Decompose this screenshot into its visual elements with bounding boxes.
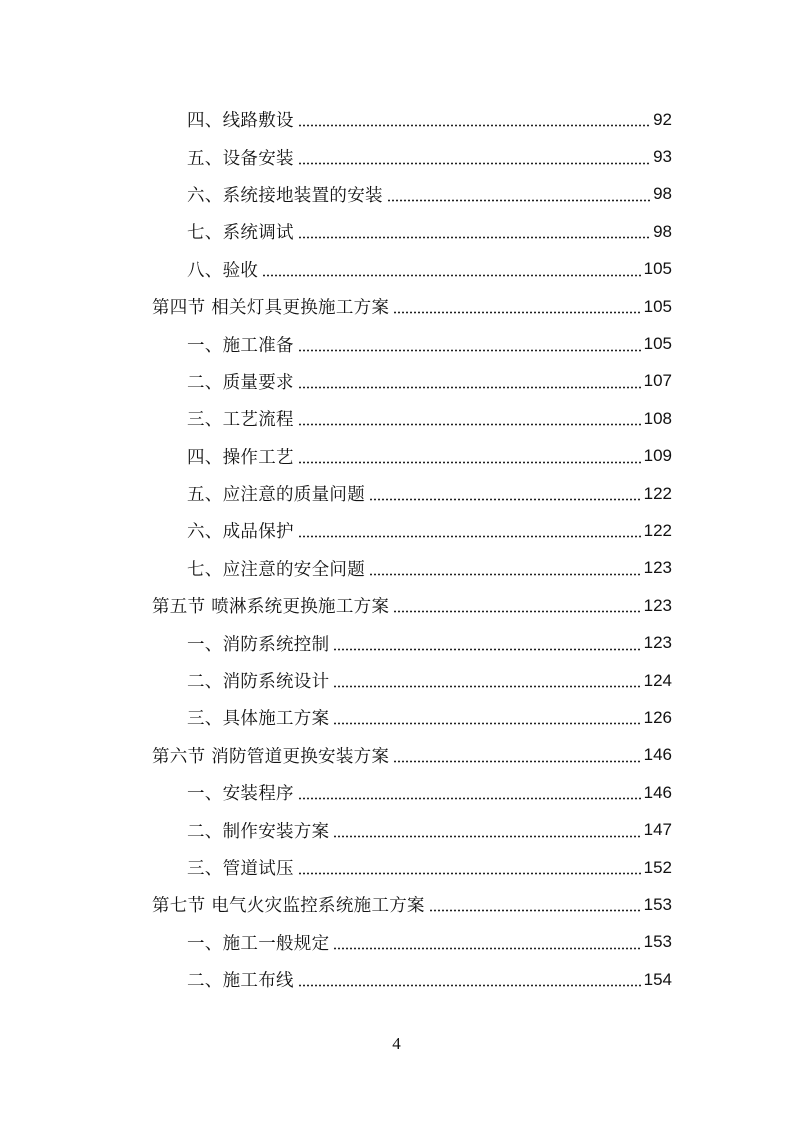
dot-leader [262,274,641,277]
toc-entry-title: 一、安装程序 [187,784,294,805]
toc-entry-page: 105 [643,296,672,316]
toc-entry-page: 98 [653,221,672,241]
toc-item-entry[interactable] [0,774,793,811]
toc-entry-title: 一、施工一般规定 [187,933,330,954]
toc-entry-page: 126 [643,707,672,727]
toc-entry-page: 123 [643,558,672,578]
dot-leader [298,872,642,875]
dot-leader [298,797,642,800]
toc-entry-page: 98 [653,184,672,204]
dot-leader [298,461,642,464]
toc-entry-title: 六、成品保护 [187,522,294,543]
toc-item-entry[interactable] [0,400,793,437]
dot-leader [393,760,641,763]
toc-item-entry[interactable] [0,811,793,848]
toc-entry-page: 152 [643,857,672,877]
dot-leader [298,124,651,127]
toc-item-entry[interactable] [0,475,793,512]
toc-entry-title: 一、施工准备 [187,335,294,356]
dot-leader [333,685,641,688]
dot-leader [387,199,651,202]
toc-entry-page: 147 [643,820,672,840]
toc-entry-page: 122 [643,520,672,540]
toc-entry-page: 153 [643,894,672,914]
toc-entry-page: 92 [653,109,672,129]
toc-entry-title: 四、操作工艺 [187,447,294,468]
dot-leader [298,535,642,538]
toc-entry-page: 109 [643,446,672,466]
table-of-contents [0,101,793,998]
toc-entry-title: 第七节 电气火灾监控系统施工方案 [152,896,425,917]
toc-item-entry[interactable] [0,550,793,587]
toc-entry-title: 五、设备安装 [187,148,294,169]
toc-entry-title: 五、应注意的质量问题 [187,485,365,506]
dot-leader [393,311,641,314]
toc-item-entry[interactable] [0,662,793,699]
toc-item-entry[interactable] [0,251,793,288]
toc-entry-page: 153 [643,932,672,952]
dot-leader [369,573,642,576]
toc-entry-title: 第五节 喷淋系统更换施工方案 [152,597,390,618]
toc-entry-title: 二、消防系统设计 [187,672,330,693]
toc-entry-page: 122 [643,483,672,503]
dot-leader [333,722,641,725]
dot-leader [298,984,642,987]
dot-leader [333,835,641,838]
toc-entry-title: 二、制作安装方案 [187,821,330,842]
toc-section-entry[interactable] [0,288,793,325]
toc-entry-title: 四、线路敷设 [187,111,294,132]
toc-item-entry[interactable] [0,699,793,736]
toc-entry-title: 七、系统调试 [187,223,294,244]
dot-leader [333,947,641,950]
dot-leader [333,648,641,651]
toc-item-entry[interactable] [0,961,793,998]
toc-section-entry[interactable] [0,587,793,624]
toc-item-entry[interactable] [0,924,793,961]
toc-entry-title: 二、质量要求 [187,372,294,393]
toc-entry-title: 三、工艺流程 [187,410,294,431]
toc-item-entry[interactable] [0,849,793,886]
toc-item-entry[interactable] [0,176,793,213]
toc-entry-page: 108 [643,408,672,428]
toc-entry-page: 123 [643,595,672,615]
dot-leader [369,498,642,501]
page-number: 4 [392,1034,401,1053]
toc-section-entry[interactable] [0,737,793,774]
toc-entry-title: 七、应注意的安全问题 [187,559,365,580]
toc-entry-page: 105 [643,334,672,354]
toc-entry-title: 三、具体施工方案 [187,709,330,730]
toc-entry-page: 154 [643,969,672,989]
toc-item-entry[interactable] [0,438,793,475]
dot-leader [429,909,642,912]
toc-entry-title: 八、验收 [187,260,259,281]
dot-leader [298,236,651,239]
toc-entry-page: 93 [653,147,672,167]
toc-entry-page: 123 [643,633,672,653]
toc-entry-page: 146 [643,745,672,765]
toc-entry-page: 146 [643,782,672,802]
toc-entry-page: 105 [643,259,672,279]
toc-entry-title: 六、系统接地装置的安装 [187,185,383,206]
toc-item-entry[interactable] [0,363,793,400]
dot-leader [298,386,642,389]
dot-leader [298,349,642,352]
toc-item-entry[interactable] [0,213,793,250]
toc-entry-title: 第四节 相关灯具更换施工方案 [152,298,390,319]
toc-section-entry[interactable] [0,886,793,923]
toc-item-entry[interactable] [0,624,793,661]
toc-entry-title: 第六节 消防管道更换安装方案 [152,746,390,767]
toc-entry-title: 二、施工布线 [187,971,294,992]
toc-item-entry[interactable] [0,101,793,138]
toc-item-entry[interactable] [0,138,793,175]
dot-leader [298,423,642,426]
toc-item-entry[interactable] [0,325,793,362]
toc-entry-page: 124 [643,670,672,690]
dot-leader [298,162,651,165]
dot-leader [393,610,641,613]
toc-entry-title: 三、管道试压 [187,859,294,879]
toc-item-entry[interactable] [0,512,793,549]
toc-entry-title: 一、消防系统控制 [187,634,330,655]
toc-entry-page: 107 [643,371,672,391]
